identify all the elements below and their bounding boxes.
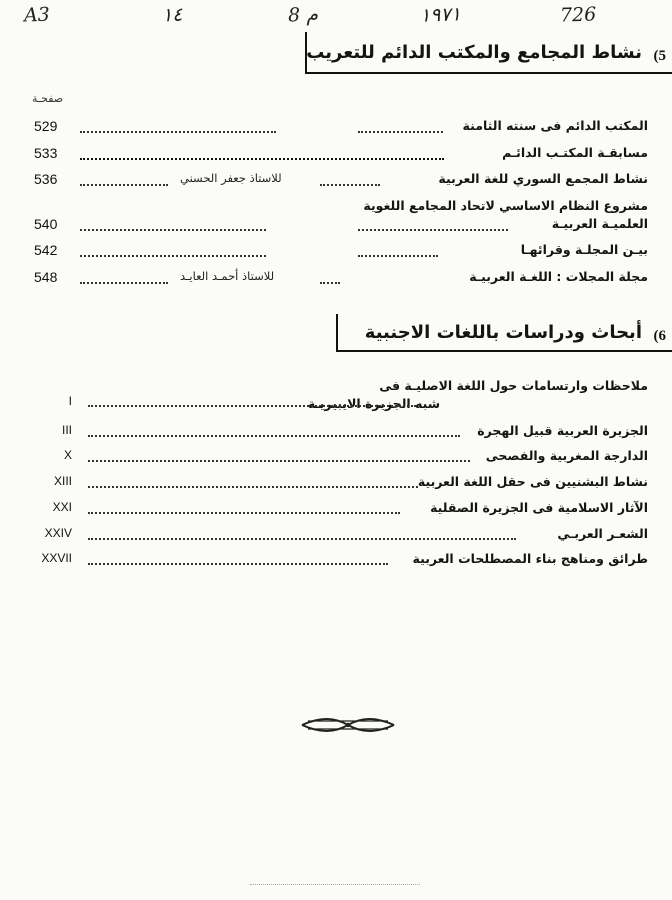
leader-dots bbox=[80, 158, 444, 160]
leader-dots bbox=[88, 405, 416, 407]
heading-underline bbox=[305, 72, 672, 74]
toc-row bbox=[0, 448, 672, 470]
toc-entry-author: للاستاذ أحمـد العايـد bbox=[180, 269, 275, 283]
toc-row bbox=[0, 500, 672, 522]
section-title: أبحاث ودراسات باللغات الاجنبية bbox=[364, 322, 642, 343]
toc-page-number: XXVII bbox=[41, 551, 72, 565]
toc-row bbox=[0, 378, 672, 418]
leader-dots bbox=[320, 282, 340, 284]
toc-entry-title: طرائق ومناهج بناء المصطلحات العربية bbox=[412, 551, 648, 566]
leader-dots bbox=[80, 282, 168, 284]
toc-page-number: 540 bbox=[34, 216, 58, 232]
handwritten-mark: 726 bbox=[559, 3, 597, 27]
toc-page-number: III bbox=[61, 423, 72, 437]
leader-dots bbox=[358, 229, 508, 231]
leader-dots bbox=[358, 131, 443, 133]
toc-row bbox=[0, 551, 672, 573]
leader-dots bbox=[80, 229, 266, 231]
section-number: 5) bbox=[653, 48, 666, 64]
toc-row bbox=[0, 474, 672, 496]
toc-row bbox=[0, 198, 672, 238]
toc-page-number: XXIV bbox=[44, 526, 72, 540]
leader-dots bbox=[80, 255, 266, 257]
toc-entry-title: الشعـر العربـي bbox=[557, 526, 648, 541]
leader-dots bbox=[88, 563, 388, 565]
leader-dots bbox=[88, 512, 400, 514]
scan-edge-mark bbox=[250, 884, 420, 885]
toc-row bbox=[0, 171, 672, 193]
toc-page-number: 548 bbox=[34, 269, 58, 285]
toc-entry-title: الدارجة المغربية والفصحى bbox=[485, 448, 648, 463]
handwritten-mark: ١٩٧١ bbox=[419, 3, 462, 27]
ornament-divider-icon bbox=[300, 713, 396, 737]
toc-entry-title: مشروع النظام الاساسي لاتحاد المجامع اللغوية bbox=[363, 198, 648, 213]
toc-entry-title: الآثار الاسلامية فى الجزيرة الصقلية bbox=[430, 500, 648, 515]
heading-rule bbox=[336, 314, 338, 350]
leader-dots bbox=[88, 486, 418, 488]
toc-page-number: 542 bbox=[34, 242, 58, 258]
leader-dots bbox=[88, 460, 470, 462]
toc-entry-title: مسابقـة المكتـب الدائـم bbox=[502, 145, 648, 160]
toc-entry-title-continued: شبه الجزيرة الايبيريـة bbox=[307, 396, 440, 411]
leader-dots bbox=[88, 435, 460, 437]
page-column-label: صفحـة bbox=[32, 92, 64, 105]
toc-page-number: 529 bbox=[34, 118, 58, 134]
section-title: نشاط المجامع والمكتب الدائم للتعريب bbox=[306, 42, 642, 63]
handwritten-mark: 8 م bbox=[287, 3, 319, 27]
leader-dots bbox=[358, 255, 438, 257]
toc-entry-title: المكتب الدائم فى سنته الثامنة bbox=[462, 118, 648, 133]
heading-underline bbox=[336, 350, 672, 352]
toc-row bbox=[0, 526, 672, 548]
toc-page-number: I bbox=[68, 394, 72, 408]
toc-entry-title: نشاط البشنيين فى حقل اللغة العربية bbox=[417, 474, 648, 489]
toc-row bbox=[0, 269, 672, 291]
handwritten-mark: ١٤ bbox=[161, 3, 183, 27]
handwritten-mark: A3 bbox=[23, 3, 51, 27]
toc-page-number: XXI bbox=[52, 500, 72, 514]
section-number: 6) bbox=[653, 328, 666, 344]
toc-entry-title: الجزيرة العربية قبيل الهجرة bbox=[477, 423, 648, 438]
toc-page-number: 536 bbox=[34, 171, 58, 187]
toc-page-number: XIII bbox=[53, 474, 72, 488]
toc-entry-title: ملاحظات وارتسامات حول اللغة الاصليـة فى bbox=[379, 378, 648, 393]
toc-entry-title: بيـن المجلـة وقرائهـا bbox=[520, 242, 648, 257]
toc-page-number: 533 bbox=[34, 145, 58, 161]
toc-entry-title: نشاط المجمع السوري للغة العربية bbox=[438, 171, 648, 186]
toc-entry-title-continued: العلميـة العربيـة bbox=[551, 216, 648, 231]
toc-entry-author: للاستاذ جعفر الحسني bbox=[180, 171, 282, 185]
toc-row bbox=[0, 145, 672, 167]
leader-dots bbox=[80, 184, 168, 186]
toc-entry-title: مجلة المجلات : اللغـة العربيـة bbox=[469, 269, 648, 284]
leader-dots bbox=[88, 538, 516, 540]
leader-dots bbox=[80, 131, 276, 133]
toc-row bbox=[0, 118, 672, 140]
toc-page-number: X bbox=[63, 448, 72, 462]
leader-dots bbox=[320, 184, 380, 186]
toc-row bbox=[0, 242, 672, 264]
toc-row bbox=[0, 423, 672, 445]
